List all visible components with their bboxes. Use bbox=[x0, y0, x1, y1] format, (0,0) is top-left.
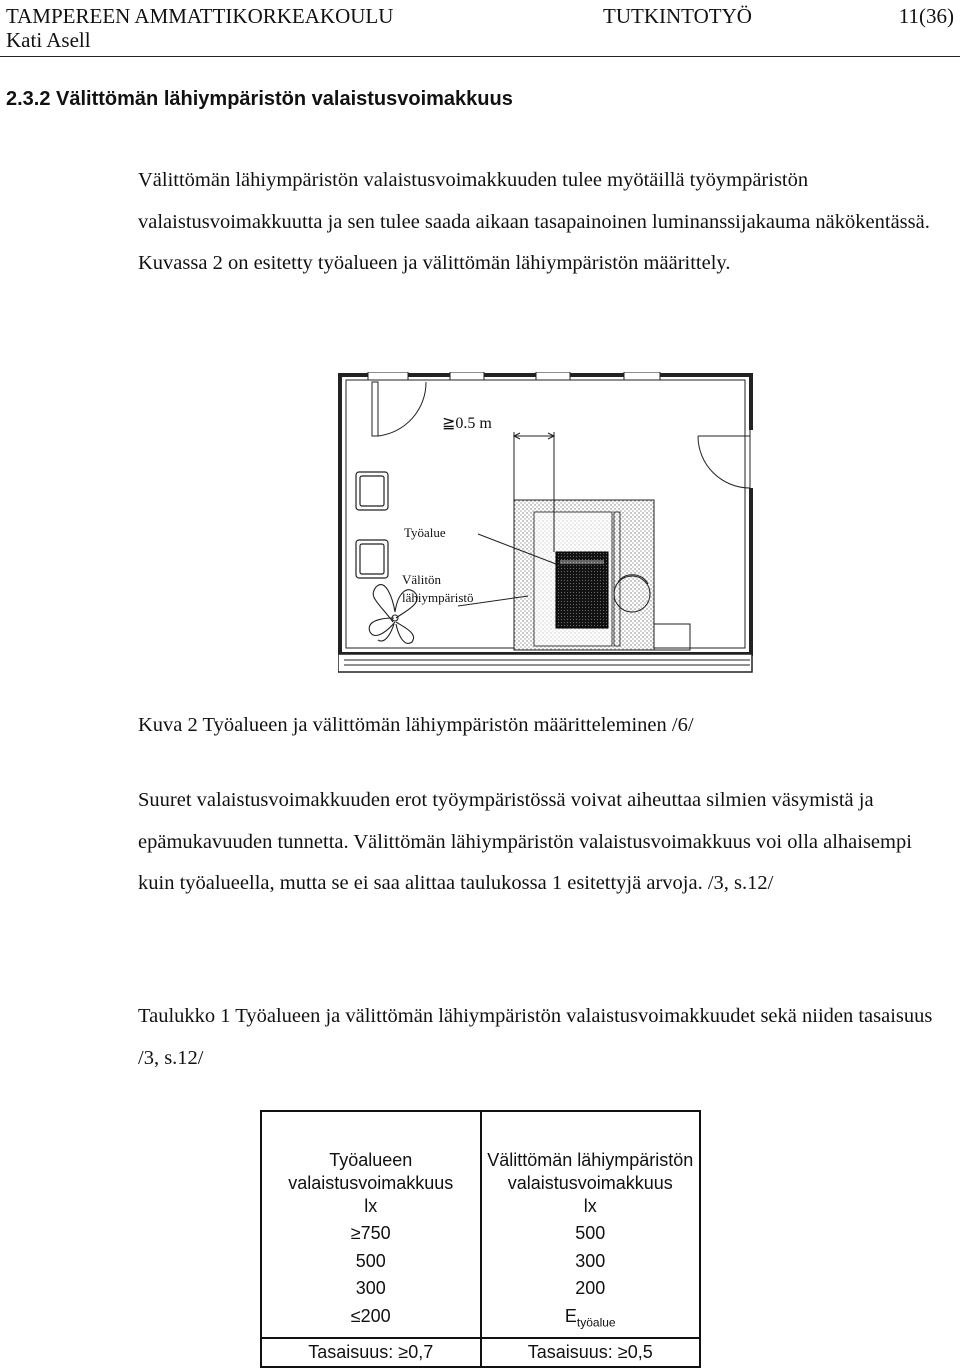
table-footer-row: Tasaisuus: ≥0,7 Tasaisuus: ≥0,5 bbox=[261, 1338, 700, 1367]
header-rule bbox=[0, 56, 960, 57]
paragraph-differences: Suuret valaistusvoimakkuuden erot työympäristössä voivat aiheuttaa silmien väsymistä ja epämukavuuden tunnetta. Välittömän lähiympäristön valaistusvoimakkuus voi olla alhaisempi kuin työalueella, mutta se ei saa alittaa taulukossa 1 esitettyjä arvoja. /3, s.12/ bbox=[138, 789, 912, 894]
floor-plan-figure bbox=[338, 372, 758, 676]
figure-caption: Kuva 2 Työalueen ja välittömän lähiympäristön määritteleminen /6/ bbox=[138, 714, 694, 736]
header-page-number: 11(36) bbox=[898, 4, 954, 28]
illuminance-table bbox=[260, 1110, 701, 1368]
table-row: ≥750 500 bbox=[261, 1220, 700, 1248]
table-row: 300 200 bbox=[261, 1275, 700, 1303]
header-author: Kati Asell bbox=[6, 28, 91, 52]
table-row: 500 300 bbox=[261, 1248, 700, 1276]
table-caption: Taulukko 1 Työalueen ja välittömän lähiympäristön valaistusvoimakkuudet sekä niiden tasaisuus /3, s.12/ bbox=[138, 1005, 933, 1069]
header-document-type: TUTKINTOTYÖ bbox=[603, 4, 752, 28]
header-institution: TAMPEREEN AMMATTIKORKEAKOULU bbox=[6, 4, 394, 28]
label-surroundings-line2: lähiympäristö bbox=[402, 590, 474, 605]
chairs bbox=[356, 472, 388, 578]
table-header-surroundings: Välittömän lähiympäristön valaistusvoimakkuus lx bbox=[487, 1150, 694, 1216]
door-right bbox=[698, 430, 755, 488]
table-header-work-area: Työalueen valaistusvoimakkuus lx bbox=[261, 1111, 481, 1220]
table-cell-e-work-area: $E_{työalue}$ bbox=[564, 1305, 616, 1330]
work-area bbox=[556, 552, 608, 628]
section-title: 2.3.2 Välittömän lähiympäristön valaistusvoimakkuus bbox=[6, 88, 513, 110]
table-header-row bbox=[261, 1111, 700, 1220]
label-work-area: Työalue bbox=[404, 525, 446, 540]
table-row: ≤200 $E_{työalue}$ bbox=[261, 1303, 700, 1338]
dimension-label: ≧0.5 m bbox=[442, 415, 492, 432]
label-surroundings-line1: Välitön bbox=[402, 572, 441, 587]
paragraph-intro: Välittömän lähiympäristön valaistusvoimakkuuden tulee myötäillä työympäristön valaistusvoimakkuutta ja sen tulee saada aikaan tasapainoinen luminanssijakauma näkökentässä. Kuvassa 2 on esitetty työalueen ja välittömän lähiympäristön määrittely. bbox=[138, 169, 930, 274]
door-left bbox=[372, 382, 426, 436]
page-header bbox=[6, 4, 954, 52]
